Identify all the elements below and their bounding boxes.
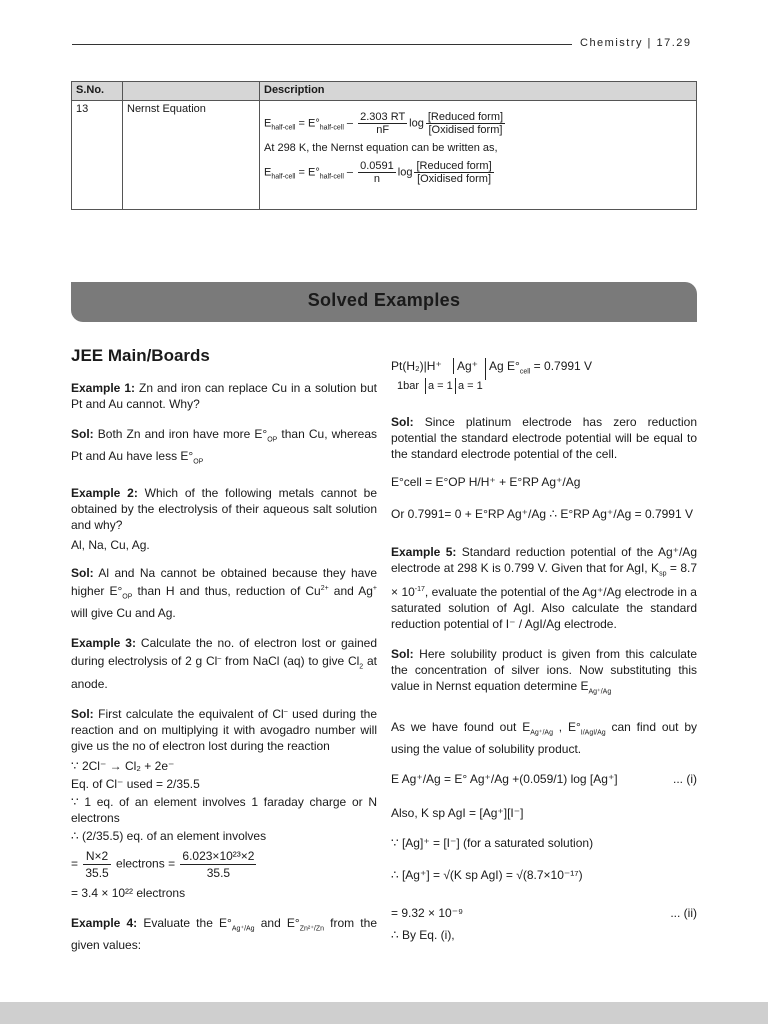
solution-4: Sol: Since platinum electrode has zero reduction potential the standard electrode potential will be equal to the standard electrode potential of the cell. xyxy=(391,415,697,461)
col-description-header: Description xyxy=(260,82,697,101)
cell-description xyxy=(260,101,697,210)
col-name-header xyxy=(123,82,260,101)
example-2: Example 2: Which of the following metals cannot be obtained by the electrolysis of their aqueous salt solution and why? xyxy=(71,485,377,532)
example-2-options: Al, Na, Cu, Ag. xyxy=(71,537,150,552)
left-column xyxy=(71,348,377,953)
summary-table xyxy=(71,81,697,210)
section-title: Solved Examples xyxy=(307,290,461,310)
ksp-line: Also, K sp AgI = [Ag⁺][I⁻] xyxy=(391,806,524,821)
cell-name: Nernst Equation xyxy=(123,101,260,210)
fraction-reduced-oxidised: $\frac{\text{[Reduced form]}}{\text{[Oxidised form]}}$ xyxy=(427,111,504,136)
footer-bar xyxy=(0,1002,768,1024)
nernst-note: At 298 K, the Nernst equation can be written as, xyxy=(264,142,498,154)
example-4: Example 4: Evaluate the $E^\circ_{Ag^+/Ag}$ and $E^\circ_{Zn^{2+}/Zn}$ from the given values: xyxy=(71,915,377,952)
nernst-equation-1: $E_{half-cell} = E^\circ_{half-cell}$ – $\frac{2.303 RT}{nF}$ log $\frac{\text{[Reduced form]}}{\text{[Oxidised form]}}$ xyxy=(264,111,504,136)
example-3: Example 3: Calculate the no. of electron lost or gained during electrolysis of 2 g Cl– from NaCl (aq) to give $Cl_2$ at anode. xyxy=(71,636,377,691)
electron-result: = 3.4 × 10²² electrons xyxy=(71,885,186,900)
saturated-line: ∵ [Ag]⁺ = [I⁻] (for a saturated solution) xyxy=(391,836,594,851)
reaction-line: ∵ 2Cl⁻ → Cl₂ + 2e⁻ xyxy=(71,758,175,773)
solution-5: Sol: Here solubility product is given from this calculate the concentration of silver ions. Now substituting this value in Nernst equation determine $E_{Ag^+/Ag}$ xyxy=(391,647,697,696)
solution-3: Sol: First calculate the equivalent of Cl– used during the reaction and on multiplying it with avogadro number will give us the no of electron lost during the reaction xyxy=(71,706,378,753)
right-column xyxy=(391,356,697,943)
solution-2: Sol: Al and Na cannot be obtained because they have higher $E^\circ_{OP}$ than H and thus, reduction of $Cu^{2+}$ and Ag+ will give Cu and Ag. xyxy=(71,565,377,621)
fraction-rt-nf: $\frac{2.303 RT}{nF}$ xyxy=(360,111,406,136)
table-header-row xyxy=(72,82,697,101)
equation-i: E Ag⁺/Ag = E° Ag⁺/Ag +(0.059/1) log [Ag⁺] ... (i) xyxy=(391,772,697,787)
cell-sno: 13 xyxy=(72,101,123,210)
cell-notation: Pt(H₂)|H⁺ Ag⁺ Ag $E^\circ_{cell} = 0.7991$ V 1bar a = 1 a = 1 xyxy=(391,359,593,392)
running-header: Chemistry | 17.29 xyxy=(580,37,692,49)
example-1: Example 1: Zn and iron can replace Cu in a solution but Pt and Au cannot. Why? xyxy=(71,381,377,411)
subsection-heading: JEE Main/Boards xyxy=(71,346,210,365)
example-5: Example 5: Standard reduction potential of the Ag⁺/Ag electrode at 298 K is 0.799 V. Given that for AgI, $K_{sp} = 8.7 \times 10^{-17}$, evaluate the potential of the Ag⁺/Ag electrode in a saturated solution of AgI. Also calculate the standard reduction potential of I⁻ / AgI/Ag electrode. xyxy=(391,545,698,632)
electron-calculation: = $\frac{N\times 2}{35.5}$ electrons = $\frac{\text{6.023×10²³×2}}{35.5}$ xyxy=(71,848,255,880)
ecell-equation: E°cell = E°OP H/H⁺ + E°RP Ag⁺/Ag xyxy=(391,475,581,489)
table-row xyxy=(72,101,697,210)
header-rule xyxy=(72,44,572,45)
fraction-reduced-oxidised-2: $\frac{\text{[Reduced form]}}{\text{[Oxidised form]}}$ xyxy=(416,160,492,185)
therefore-line: ∴ (2/35.5) eq. of an element involves xyxy=(71,828,267,843)
fraction-0591-n: $\frac{0.0591}{n}$ xyxy=(360,160,394,185)
found-out-line: As we have found out $E_{Ag^+/Ag}$ , $E^\circ_{I/AgI/Ag}$ can find out by using the value of solubility product. xyxy=(391,719,698,757)
sqrt-line: ∴ [Ag⁺] = √(K sp AgI) = √(8.7×10⁻¹⁷) xyxy=(391,868,583,883)
faraday-line: ∵ 1 eq. of an element involves 1 faraday charge or N electrons xyxy=(71,794,377,825)
equivalent-line: Eq. of Cl⁻ used = 2/35.5 xyxy=(71,776,200,791)
equation-ii: = 9.32 × 10⁻⁹ ... (ii) xyxy=(391,906,697,921)
col-sno-header: S.No. xyxy=(72,82,123,101)
solution-1: Sol: Both Zn and iron have more $E^\circ_{OP}$ than Cu, whereas Pt and Au have less $E^\circ_{OP}$ xyxy=(71,427,377,466)
or-equation: Or 0.7991= 0 + E°RP Ag⁺/Ag ∴ E°RP Ag⁺/Ag = 0.7991 V xyxy=(391,507,693,521)
nernst-equation-2: $E_{half-cell} = E^\circ_{half-cell}$ – $\frac{0.0591}{n}$ log $\frac{\text{[Reduced form]}}{\text{[Oxidised form]}}$ xyxy=(264,160,492,185)
by-eq-line: ∴ By Eq. (i), xyxy=(391,928,455,943)
